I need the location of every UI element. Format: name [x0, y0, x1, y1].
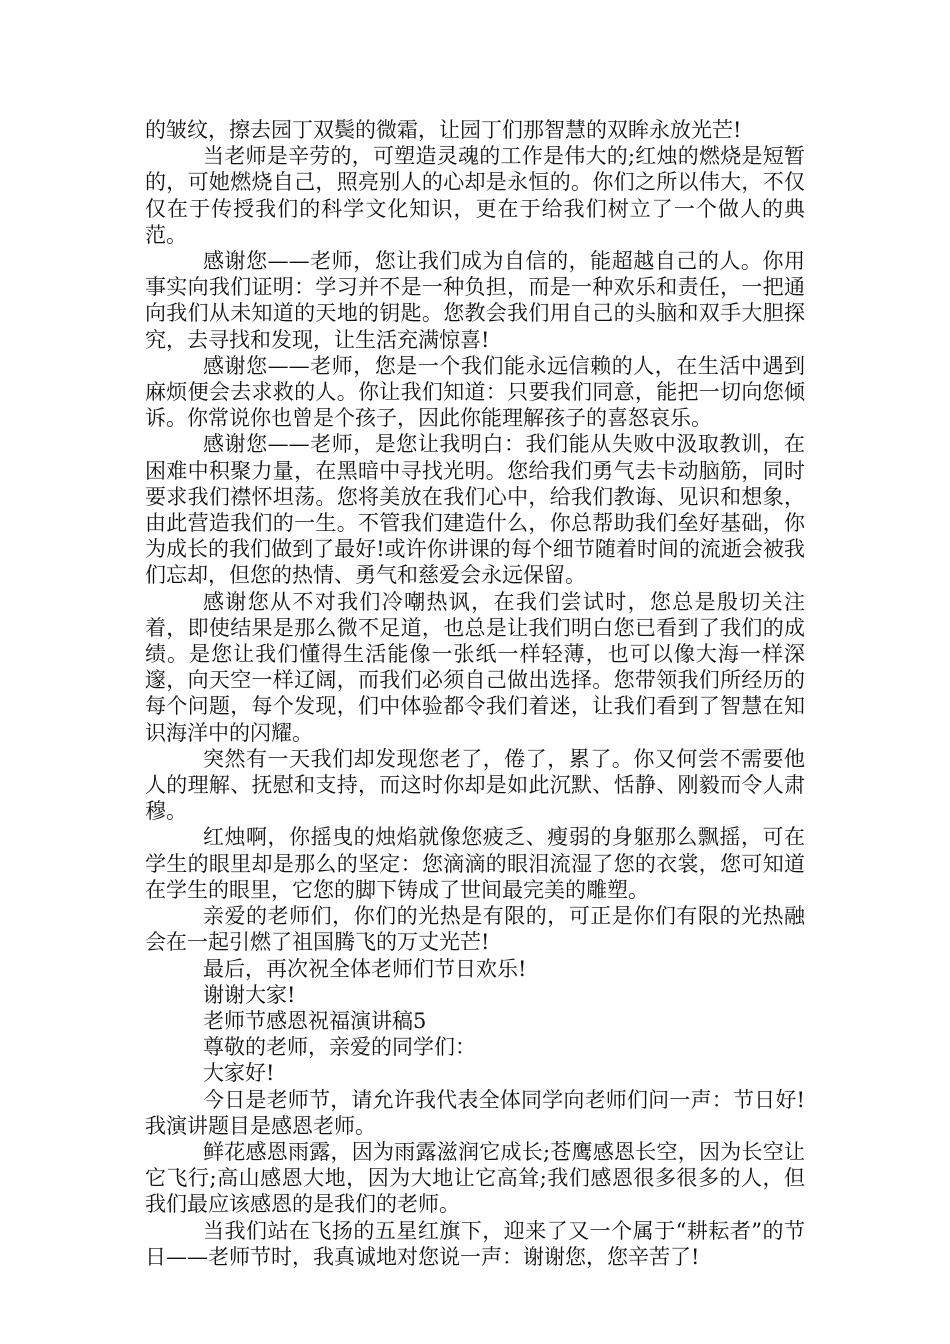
section-title: 老师节感恩祝福演讲稿5	[203, 1008, 427, 1033]
document-body	[145, 117, 805, 1270]
paragraph: 当我们站在飞扬的五星红旗下，迎来了又一个属于“耕耘者”的节日——老师节时，我真诚地对您说一声：谢谢您，您辛苦了!	[145, 1218, 805, 1269]
paragraph: 感谢您——老师，是您让我明白：我们能从失败中汲取教训，在困难中积聚力量，在黑暗中寻找光明。您给我们勇气去卡动脑筋，同时要求我们襟怀坦荡。您将美放在我们心中，给我们教诲、见识和想象，由此营造我们的一生。不管我们建造什么，你总帮助我们垒好基础，你为成长的我们做到了最好!或许你讲课的每个细节随着时间的流逝会被我们忘却，但您的热情、勇气和慈爱会永远保留。	[145, 432, 805, 588]
greeting: 大家好!	[203, 1061, 275, 1086]
closing-line: 最后，再次祝全体老师们节日欢乐!	[203, 956, 527, 981]
salutation: 尊敬的老师，亲爱的同学们：	[203, 1035, 476, 1060]
paragraph: 感谢您从不对我们冷嘲热讽，在我们尝试时，您总是殷切关注着，即使结果是那么微不足道，也总是让我们明白您已看到了我们的成绩。是您让我们懂得生活能像一张纸一样轻薄，也可以像大海一样深邃，向天空一样辽阔，而我们必须自己做出选择。您带领我们所经历的每个问题，每个发现，们中体验都令我们着迷，让我们看到了智慧在知识海洋中的闪耀。	[145, 589, 805, 745]
paragraph: 亲爱的老师们，你们的光热是有限的，可正是你们有限的光热融会在一起引燃了祖国腾飞的万丈光芒!	[145, 904, 805, 955]
paragraph: 的皱纹，擦去园丁双鬓的微霜，让园丁们那智慧的双眸永放光芒!	[145, 118, 742, 142]
paragraph: 突然有一天我们却发现您老了，倦了，累了。你又何尝不需要他人的理解、抚慰和支持，而这时你却是如此沉默、恬静、刚毅而令人肃穆。	[145, 746, 805, 824]
paragraph: 感谢您——老师，您让我们成为自信的，能超越自己的人。你用事实向我们证明：学习并不是一种负担，而是一种欢乐和责任，一把通向我们从未知道的天地的钥匙。您教会我们用自己的头脑和双手大胆探究，去寻找和发现，让生活充满惊喜!	[145, 249, 805, 352]
paragraph: 红烛啊，你摇曳的烛焰就像您疲乏、瘦弱的身躯那么飘摇，可在学生的眼里却是那么的坚定：您滴滴的眼泪流湿了您的衣裳，您可知道在学生的眼里，它您的脚下铸成了世间最完美的雕塑。	[145, 825, 805, 902]
paragraph: 鲜花感恩雨露，因为雨露滋润它成长;苍鹰感恩长空，因为长空让它飞行;高山感恩大地，因为大地让它高耸;我们感恩很多很多的人，但我们最应该感恩的是我们的老师。	[145, 1139, 805, 1217]
closing-line: 谢谢大家!	[203, 982, 296, 1007]
paragraph: 感谢您——老师，您是一个我们能永远信赖的人，在生活中遇到麻烦便会去求救的人。你让我们知道：只要我们同意，能把一切向您倾诉。你常说你也曾是个孩子，因此你能理解孩子的喜怒哀乐。	[145, 353, 805, 431]
paragraph: 今日是老师节，请允许我代表全体同学向老师们问一声：节日好!我演讲题目是感恩老师。	[145, 1087, 805, 1138]
paragraph: 当老师是辛劳的，可塑造灵魂的工作是伟大的;红烛的燃烧是短暂的，可她燃烧自己，照亮别人的心却是永恒的。你们之所以伟大，不仅仅在于传授我们的科学文化知识，更在于给我们树立了一个做人的典范。	[145, 144, 805, 247]
